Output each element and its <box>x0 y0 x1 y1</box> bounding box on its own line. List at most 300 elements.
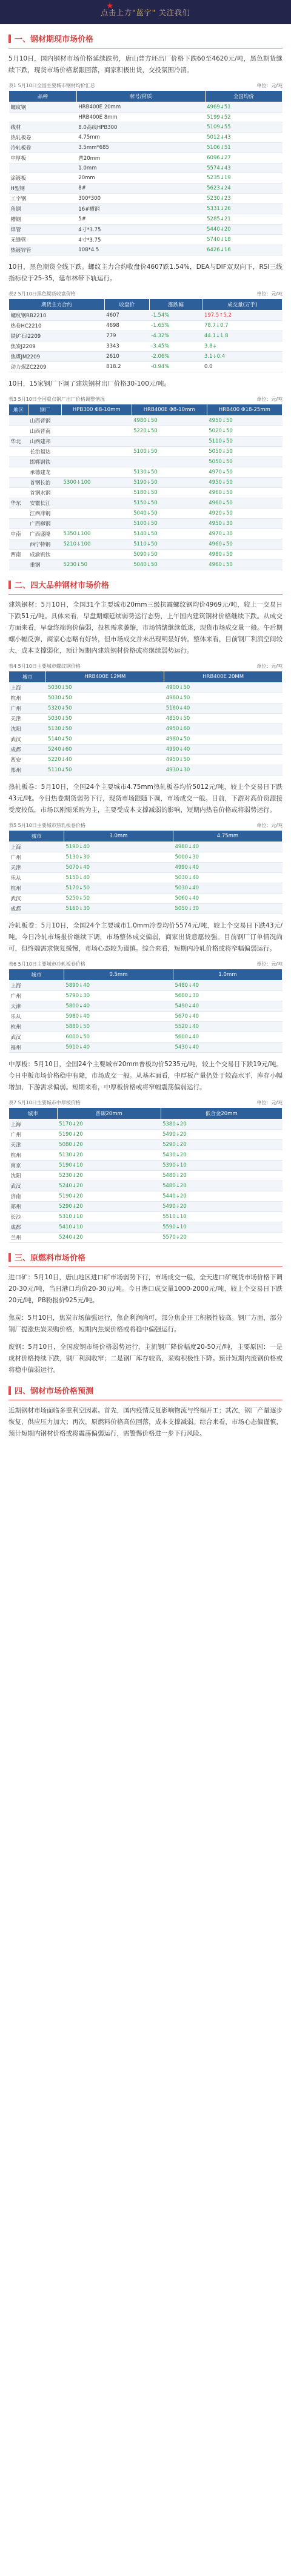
table-cell: 78.7↓0.7 <box>202 321 283 331</box>
table-cell: 成都 <box>9 745 46 755</box>
table-cell: 5290↓20 <box>57 1202 161 1212</box>
table-row <box>9 183 283 194</box>
table-cell: 杭州 <box>9 1022 64 1032</box>
cold-rolled-table <box>8 961 283 1053</box>
table-cell: 5490↓20 <box>161 1202 282 1212</box>
table-cell: 5520↓40 <box>173 1022 282 1032</box>
paragraph: 建筑钢材：5月10日，全国31个主要城市20mm三级抗震螺纹钢均价4969元/吨，较上一交易日下跌51元/吨。具体来看，早盘期螺延续弱势运行态势，上午国内建筑钢材价格继续下跌。从成交方面来看，早盘终端询价偏弱，投机需求萎缩，市场情绪继续低迷，现货市场成交量一般。午后期螺小幅反弹，商家心态略有好转，但市场成交并未出现明显好转。整体来看，目前钢厂利润空间较大，成本支撑弱化，预计短期内建筑钢材价格或将继续弱势运行。 <box>8 601 283 654</box>
column-header: 1.0mm <box>173 969 282 981</box>
table-cell: 4寸*3.75 <box>76 235 205 245</box>
column-header: 钢厂 <box>28 404 61 416</box>
heading-marker <box>8 581 11 589</box>
table-cell: 螺纹钢RB2210 <box>9 311 105 321</box>
table-row <box>9 311 283 321</box>
table-cell: 5670↓40 <box>173 1012 282 1022</box>
table-row <box>9 102 283 113</box>
table-cell: 长治福达 <box>28 447 61 457</box>
table-cell <box>9 560 28 570</box>
column-header: 成交量(万手) <box>202 299 283 311</box>
table-cell: 20mm <box>76 173 205 183</box>
section-heading <box>8 579 283 595</box>
table-cell: 螺纹钢 <box>9 102 77 113</box>
table-cell: 108*4.5 <box>76 245 205 255</box>
rebar-table <box>8 663 283 776</box>
table-row <box>9 509 283 519</box>
table-cell: 济南 <box>9 1191 58 1202</box>
table-cell: 4950↓50 <box>207 416 282 426</box>
table-cell: 5230↓23 <box>205 194 282 204</box>
table-cell: 5800↓40 <box>64 1001 173 1012</box>
table-cell: 5240↓20 <box>57 1233 161 1243</box>
table-cell: 5440↓20 <box>161 1191 282 1202</box>
table-cell: 重钢 <box>28 560 61 570</box>
table-row <box>9 1161 283 1171</box>
table-row <box>9 1171 283 1181</box>
column-header: HRB400E 20MM <box>164 671 283 683</box>
table-caption: 表5 5月10日主要城市热轧板卷价格 单位：元/吨 <box>8 823 283 828</box>
table-cell: 南京 <box>9 1161 58 1171</box>
table-cell <box>9 509 28 519</box>
table-row <box>9 478 283 488</box>
hot-rolled-table <box>8 822 283 914</box>
table-cell: 4960↓50 <box>207 560 282 570</box>
table-row <box>9 341 283 352</box>
table-cell: 中厚板 <box>9 153 77 163</box>
table-cell <box>9 416 28 426</box>
table-cell: 角钢 <box>9 204 77 214</box>
table-cell: 广州 <box>9 991 64 1001</box>
table-row <box>9 1191 283 1202</box>
table-cell: 5040↓50 <box>132 560 207 570</box>
table-cell <box>9 163 77 173</box>
table-cell: 5106↓51 <box>205 143 282 153</box>
table-cell: 4寸*3.75 <box>76 225 205 235</box>
column-header: 城市 <box>9 831 64 842</box>
table-cell: 5150↓50 <box>132 498 207 509</box>
table-cell: 兰州 <box>9 1233 58 1243</box>
table-cell: 5190↓10 <box>57 1161 161 1171</box>
table-cell: 焦煤JM2209 <box>9 352 105 362</box>
table-cell: 线材 <box>9 122 77 133</box>
column-header: 城市 <box>9 671 46 683</box>
section-title: 三、原燃料市场价格 <box>15 1254 86 1263</box>
table-cell <box>9 539 28 550</box>
table-row <box>9 734 283 745</box>
table-cell: 邯郸钢铁 <box>28 457 61 467</box>
table-cell: 5000↓30 <box>173 852 282 863</box>
table-cell: 4960↓50 <box>164 693 283 703</box>
table-row <box>9 133 283 143</box>
table-cell: 3.8↓ <box>202 341 283 352</box>
table-cell: 5480↓20 <box>161 1181 282 1191</box>
table-cell: 铁矿石I2209 <box>9 331 105 341</box>
table-row <box>9 362 283 372</box>
table-cell: 4950↓30 <box>207 519 282 529</box>
table-row <box>9 204 283 214</box>
table-cell: 槽钢 <box>9 214 77 225</box>
data-table <box>8 830 283 914</box>
table-caption: 表7 5月10日主要城市中厚板价格 单位：元/吨 <box>8 1100 283 1105</box>
table-row <box>9 1202 283 1212</box>
table-cell: 5600↓40 <box>173 1032 282 1043</box>
table-cell: 5890↓40 <box>64 981 173 991</box>
table-row <box>9 529 283 539</box>
section-title: 二、四大品种钢材市场价格 <box>15 581 110 590</box>
table-row <box>9 1181 283 1191</box>
table-cell: 广州 <box>9 1130 58 1140</box>
table-cell: 上海 <box>9 981 64 991</box>
table-cell: 6426↓16 <box>205 245 282 255</box>
table-cell: 涂镀板 <box>9 173 77 183</box>
table-row <box>9 1119 283 1130</box>
table-cell <box>9 426 28 436</box>
table-cell: 天津 <box>9 1140 58 1150</box>
section-title: 一、钢材期现市场价格 <box>15 35 94 44</box>
table-cell: 4950↓50 <box>207 478 282 488</box>
table-cell: 5331↓26 <box>205 204 282 214</box>
table-cell: 5070↓40 <box>64 863 173 873</box>
column-header: 低合金20mm <box>161 1108 282 1119</box>
table-cell: 热轧板卷 <box>9 133 77 143</box>
table-row <box>9 1012 283 1022</box>
table-cell: 沈阳 <box>9 724 46 734</box>
table-row <box>9 560 283 570</box>
table-cell: 5100↓50 <box>132 447 207 457</box>
table-cell: H型钢 <box>9 183 77 194</box>
table-row <box>9 981 283 991</box>
table-cell <box>61 467 132 478</box>
paragraph: 焦炭：5月10日，焦炭市场偏强运行，焦企利润尚可，部分焦企开工积极性较高。钢厂方面，部分钢厂提涨焦炭采购价格，短期内焦炭价格或将稳中偏强运行。 <box>8 1314 283 1333</box>
table-cell: 冷轧板卷 <box>9 143 77 153</box>
table-cell: 热卷HC2210 <box>9 321 105 331</box>
table-row <box>9 488 283 498</box>
section-title: 四、钢材市场价格预测 <box>15 1387 94 1396</box>
table-row <box>9 214 283 225</box>
table-row <box>9 745 283 755</box>
table-row <box>9 457 283 467</box>
table-cell: 4950↓60 <box>164 724 283 734</box>
table-cell: 5240↓60 <box>46 745 164 755</box>
table-row <box>9 703 283 714</box>
paragraph: 冷轧板卷：5月10日，全国24个主要城市1.0mm冷卷均价5574元/吨，较上个交易日下跌43元/吨。今日冷轧市场报价继续下调，市场整体成交偏弱，商家出货意愿较强。目前钢厂订单情况尚可，但终端需求恢复缓慢，市场心态较为谨慎。综合来看，短期内冷轧价格或将窄幅偏弱运行。 <box>8 922 283 952</box>
table-cell: 上海 <box>9 1119 58 1130</box>
column-header: 全国均价 <box>205 91 282 102</box>
table-row <box>9 1130 283 1140</box>
table-row <box>9 321 283 331</box>
table-cell: 5380↓20 <box>161 1119 282 1130</box>
table-cell: 5220↓50 <box>132 426 207 436</box>
table-cell: 4990↓40 <box>173 863 282 873</box>
table-cell: 上海 <box>9 842 64 852</box>
table-cell: 5250↓50 <box>64 894 173 904</box>
top-banner <box>0 0 291 24</box>
table-cell: 5410↓10 <box>57 1222 161 1233</box>
table-cell <box>61 447 132 457</box>
table-row <box>9 1140 283 1150</box>
table-cell: 杭州 <box>9 883 64 894</box>
table-row <box>9 122 283 133</box>
table-cell: 5140↓50 <box>132 529 207 539</box>
footer-space <box>8 1446 283 1464</box>
table-cell: 2610 <box>104 352 149 362</box>
table-cell: 武汉 <box>9 1181 58 1191</box>
table-row <box>9 352 283 362</box>
column-header: 3.0mm <box>64 831 173 842</box>
table-cell: 5490↓40 <box>173 1001 282 1012</box>
table-row <box>9 436 283 447</box>
data-table <box>8 404 283 570</box>
table-cell: 乐从 <box>9 1012 64 1022</box>
table-row <box>9 447 283 457</box>
table-cell <box>9 519 28 529</box>
table-cell: 4980↓40 <box>173 842 282 852</box>
column-header: 普碳20mm <box>57 1108 161 1119</box>
paragraph: 进口矿：5月10日，唐山地区进口矿市场弱势下行，市场成交一般，全天进口矿现货市场价格下调20-30元/吨，当日港口均价20-30元/吨。今日港口成交量1000-2000元/吨，较上个交易日下跌20元/吨，PB粉报价925元/吨。 <box>8 1274 283 1304</box>
table-row <box>9 173 283 183</box>
table-row <box>9 683 283 693</box>
table-cell: 4980↓50 <box>207 550 282 560</box>
table-caption: 表4 5月10日主要城市螺纹钢价格 单位：元/吨 <box>8 664 283 669</box>
table-cell: 5290↓20 <box>161 1140 282 1150</box>
table-row <box>9 693 283 703</box>
table-row <box>9 1150 283 1161</box>
table-row <box>9 863 283 873</box>
table-cell: -4.32% <box>149 331 202 341</box>
table-cell: 5190↓20 <box>57 1191 161 1202</box>
table-cell: 5210↓100 <box>61 539 132 550</box>
table-cell: 武汉 <box>9 734 46 745</box>
table-cell: -2.06% <box>149 352 202 362</box>
paragraph: 10日，15家钢厂下调了建筑钢材出厂价格30-100元/吨。 <box>8 380 170 387</box>
table-cell: 天津 <box>9 863 64 873</box>
table-caption: 表2 5月10日黑色期货收盘价格 单位：元/吨 <box>8 291 283 297</box>
table-row <box>9 143 283 153</box>
table-cell: -3.45% <box>149 341 202 352</box>
table-cell: 天津 <box>9 714 46 724</box>
table-cell: 5740↓18 <box>205 235 282 245</box>
table-row <box>9 852 283 863</box>
table-cell: 5030↓50 <box>46 714 164 724</box>
table-cell: 5790↓30 <box>64 991 173 1001</box>
table-cell: 4960↓50 <box>207 539 282 550</box>
table-cell: 郑州 <box>9 765 46 776</box>
table-cell: 4980↓50 <box>132 416 207 426</box>
table-cell: 5590↓10 <box>161 1222 282 1233</box>
table-row <box>9 873 283 883</box>
table-cell: 44.1↓1.8 <box>202 331 283 341</box>
table-cell: 5150↓40 <box>64 873 173 883</box>
table-cell: HRB400E 20mm <box>76 102 205 113</box>
table-row <box>9 1212 283 1222</box>
table-row <box>9 235 283 245</box>
paragraph: 热轧板卷：5月10日，全国24个主要城市4.75mm热轧板卷均价5012元/吨，较上个交易日下跌43元/吨。今日热卷期货弱势下行，现货市场跟随下调，市场成交一般。目前，下游对高价资源接受度较低，市场以刚需采购为主，主要受成本支撑减弱的影响，短期内热卷价格或将弱势运行。 <box>8 783 283 814</box>
table-row <box>9 539 283 550</box>
column-header: HRB400E Φ8-10mm <box>132 404 207 416</box>
table-cell: 5050↓50 <box>207 447 282 457</box>
table-cell <box>61 416 132 426</box>
table-cell <box>61 426 132 436</box>
table-cell: 安徽长江 <box>28 498 61 509</box>
table-cell: 5480↓20 <box>161 1171 282 1181</box>
column-header: HRB400 Φ18-25mm <box>207 404 282 416</box>
table-row <box>9 842 283 852</box>
table-cell: 工字钢 <box>9 194 77 204</box>
table-cell: 4960↓50 <box>207 488 282 498</box>
data-table <box>8 298 283 372</box>
table-cell: 5390↓10 <box>161 1161 282 1171</box>
table-cell: 4970↓50 <box>207 467 282 478</box>
table-cell: 16#槽钢 <box>76 204 205 214</box>
table-cell <box>61 488 132 498</box>
table-cell: 6096↓27 <box>205 153 282 163</box>
table-row <box>9 724 283 734</box>
table-cell: 5910↓40 <box>64 1043 173 1053</box>
table-cell: 无缝管 <box>9 235 77 245</box>
article-body <box>0 33 291 1464</box>
table-cell: 4.75mm <box>76 133 205 143</box>
table-cell: 5350↓100 <box>61 529 132 539</box>
table-cell: 杭州 <box>9 693 46 703</box>
table-cell: 5430↓20 <box>161 1150 282 1161</box>
table-cell <box>132 457 207 467</box>
table-row <box>9 153 283 163</box>
table-cell: 广西盛隆 <box>28 529 61 539</box>
table-cell: 福州 <box>9 1043 64 1053</box>
table-cell: 5030↓40 <box>173 873 282 883</box>
table-cell: 山西晋钢 <box>28 416 61 426</box>
table-cell: 广西柳钢 <box>28 519 61 529</box>
table-row <box>9 113 283 122</box>
table-row <box>9 1032 283 1043</box>
table-cell: 5140↓50 <box>46 734 164 745</box>
table-cell: 5110↓50 <box>207 436 282 447</box>
table-row <box>9 194 283 204</box>
table-cell: 上海 <box>9 683 46 693</box>
table-cell: 4900↓50 <box>164 683 283 693</box>
column-header: HRB400E 12MM <box>46 671 164 683</box>
table-cell: 1.0mm <box>76 163 205 173</box>
section-heading <box>8 33 283 48</box>
table-row <box>9 426 283 436</box>
table-cell: 5109↓55 <box>205 122 282 133</box>
heading-marker <box>8 1386 11 1395</box>
table-cell: 成渝钒钛 <box>28 550 61 560</box>
paragraph: 10日，黑色期货全线下跌。螺纹主力合约收盘价4607跌1.54%，DEA与DIF双双向下，RSI三线指标位于25-35，延布林带下轨运行。 <box>8 263 283 282</box>
table-cell: 5310↓10 <box>57 1212 161 1222</box>
table-cell: 5240↓20 <box>57 1181 161 1191</box>
table-cell <box>9 467 28 478</box>
table-cell: 5430↓40 <box>173 1043 282 1053</box>
table-cell: 5030↓50 <box>46 683 164 693</box>
table-cell: 4698 <box>104 321 149 331</box>
table-cell <box>61 550 132 560</box>
table-row <box>9 1222 283 1233</box>
heading-marker <box>8 35 11 43</box>
column-header: 收盘价 <box>104 299 149 311</box>
follow-slogan[interactable]: 点击上方"蓝字" 关注我们 <box>101 8 190 17</box>
table-cell: 4969↓51 <box>205 102 282 113</box>
table-cell: 动力煤ZC2209 <box>9 362 105 372</box>
table-cell: 4980↓50 <box>164 734 283 745</box>
table-row <box>9 550 283 560</box>
table-cell: 5570↓20 <box>161 1233 282 1243</box>
price-table <box>8 82 283 255</box>
table-row <box>9 416 283 426</box>
table-cell: 普20mm <box>76 153 205 163</box>
table-row <box>9 883 283 894</box>
table-cell: 197.5↑5.2 <box>202 311 283 321</box>
table-cell: 5230↓50 <box>61 560 132 570</box>
table-cell: 5130↓50 <box>132 467 207 478</box>
table-cell: 5190↓40 <box>64 842 173 852</box>
table-cell: HRB400E 8mm <box>76 113 205 122</box>
heading-marker <box>8 1253 11 1262</box>
paragraph: 中厚板：5月10日，全国24个主要城市20mm普板均价5235元/吨，较上个交易日下跌19元/吨。今日中板市场价格稳中有降，市场成交一般。从基本面看，中厚板产量仍处于较高水平，库存小幅增加，下游需求偏弱。短期来看，中厚板价格或将窄幅震荡偏弱运行。 <box>8 1061 283 1091</box>
table-cell: 3.1↓0.4 <box>202 352 283 362</box>
table-cell: 5160↓40 <box>164 703 283 714</box>
table-cell <box>61 509 132 519</box>
table-cell: -1.54% <box>149 311 202 321</box>
table-row <box>9 714 283 724</box>
table-cell: 5180↓50 <box>132 488 207 498</box>
table-cell: 5170↓20 <box>57 1119 161 1130</box>
table-cell: 5160↓30 <box>64 904 173 914</box>
table-cell: 5285↓21 <box>205 214 282 225</box>
table-row <box>9 163 283 173</box>
table-cell: 郑州 <box>9 1202 58 1212</box>
table-cell: 5170↓50 <box>64 883 173 894</box>
table-cell: 5030↓40 <box>173 883 282 894</box>
table-cell: 4990↓40 <box>164 745 283 755</box>
table-cell: 5040↓50 <box>132 509 207 519</box>
table-cell: 5012↓43 <box>205 133 282 143</box>
futures-table <box>8 291 283 372</box>
table-row <box>9 765 283 776</box>
table-row <box>9 245 283 255</box>
table-row <box>9 894 283 904</box>
table-cell: 5110↓50 <box>46 765 164 776</box>
column-header: 4.75mm <box>173 831 282 842</box>
table-cell: 5100↓50 <box>132 519 207 529</box>
table-row <box>9 225 283 235</box>
table-row <box>9 498 283 509</box>
table-cell: 武汉 <box>9 894 64 904</box>
mill-price-table <box>8 396 283 570</box>
data-table <box>8 671 283 776</box>
table-row <box>9 1022 283 1032</box>
table-cell: 5030↓50 <box>46 693 164 703</box>
table-cell <box>132 436 207 447</box>
table-cell: 5235↓19 <box>205 173 282 183</box>
table-cell: 广州 <box>9 703 46 714</box>
table-cell: 成都 <box>9 1222 58 1233</box>
table-cell: 4607 <box>104 311 149 321</box>
table-cell: 华东 <box>9 498 28 509</box>
table-cell: 8.0高线HPB300 <box>76 122 205 133</box>
table-cell: 中南 <box>9 529 28 539</box>
table-cell: 广州 <box>9 852 64 863</box>
table-cell: 焦炭J2209 <box>9 341 105 352</box>
table-cell: 4960↓50 <box>207 498 282 509</box>
column-header: 地区 <box>9 404 28 416</box>
table-cell: 西宁特钢 <box>28 539 61 550</box>
table-row <box>9 331 283 341</box>
table-cell: 5199↓52 <box>205 113 282 122</box>
data-table <box>8 969 283 1053</box>
table-cell: 武汉 <box>9 1032 64 1043</box>
table-cell: 5510↓10 <box>161 1212 282 1222</box>
table-cell: 3343 <box>104 341 149 352</box>
